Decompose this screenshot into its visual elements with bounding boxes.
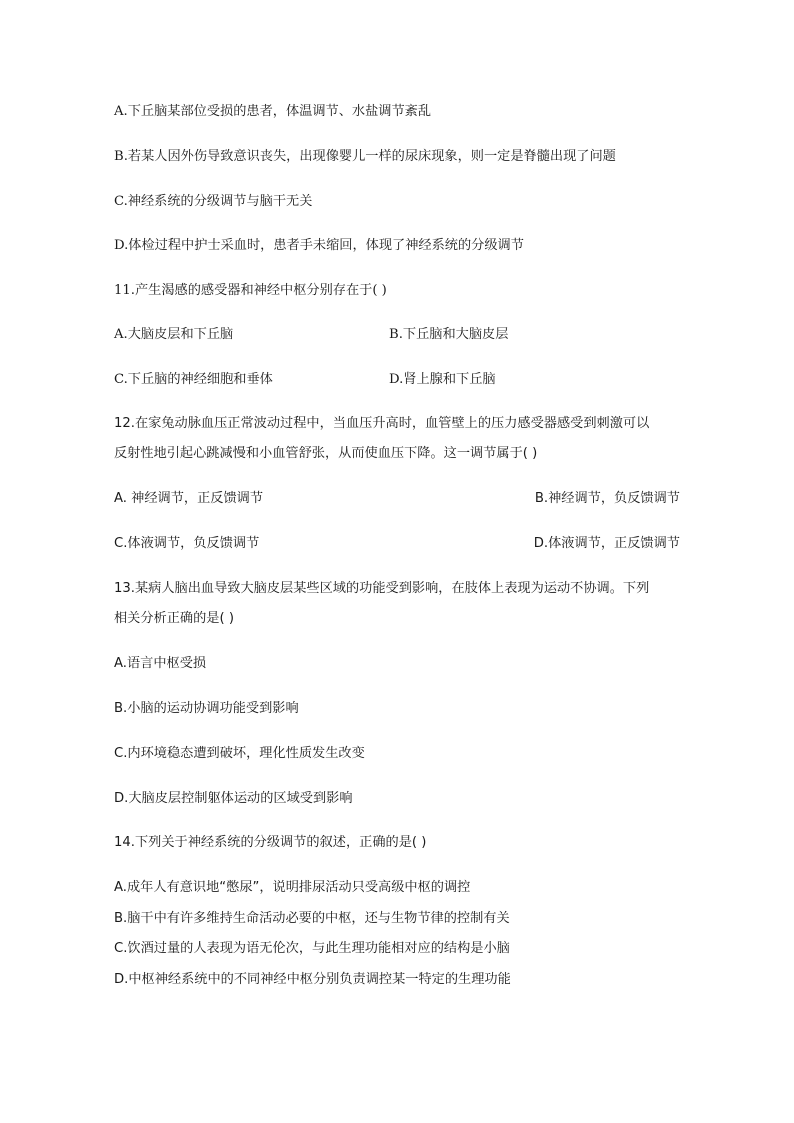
q14-option-c: C.饮酒过量的人表现为语无伦次，与此生理功能相对应的结构是小脑 bbox=[114, 941, 510, 956]
q12-option-c: C.体液调节，负反馈调节 bbox=[114, 536, 260, 551]
q12-option-d: D.体液调节，正反馈调节 bbox=[533, 536, 680, 551]
q11-option-b: B.下丘脑和大脑皮层 bbox=[389, 327, 509, 342]
q10-option-b: B.若某人因外伤导致意识丧失，出现像婴儿一样的尿床现象，则一定是脊髓出现了问题 bbox=[114, 149, 616, 164]
q11-option-a: A.大脑皮层和下丘脑 bbox=[114, 327, 234, 342]
q13-option-a: A.语言中枢受损 bbox=[114, 656, 207, 671]
q14-option-d: D.中枢神经系统中的不同神经中枢分别负责调控某一特定的生理功能 bbox=[114, 972, 511, 987]
q12-stem-line-2: 反射性地引起心跳减慢和小血管舒张，从而使血压下降。这一调节属于( ) bbox=[114, 446, 538, 461]
q13-option-d: D.大脑皮层控制躯体运动的区域受到影响 bbox=[114, 791, 353, 806]
q12-stem-line-1: 12.在家兔动脉血压正常波动过程中，当血压升高时，血管壁上的压力感受器感受到刺激可以 bbox=[114, 416, 650, 431]
q13-option-b: B.小脑的运动协调功能受到影响 bbox=[114, 701, 299, 716]
q12-option-a: A. 神经调节，正反馈调节 bbox=[114, 491, 264, 506]
q14-option-b: B.脑干中有许多维持生命活动必要的中枢，还与生物节律的控制有关 bbox=[114, 911, 510, 926]
q10-option-d: D.体检过程中护士采血时，患者手未缩回，体现了神经系统的分级调节 bbox=[114, 238, 524, 253]
q12-option-b: B.神经调节，负反馈调节 bbox=[534, 491, 680, 506]
q11-stem: 11.产生渴感的感受器和神经中枢分别存在于( ) bbox=[114, 283, 387, 298]
q14-option-a: A.成年人有意识地“憋尿”，说明排尿活动只受高级中枢的调控 bbox=[114, 880, 471, 895]
q10-option-c: C.神经系统的分级调节与脑干无关 bbox=[114, 194, 313, 209]
q10-option-a: A.下丘脑某部位受损的患者，体温调节、水盐调节紊乱 bbox=[114, 104, 432, 119]
q14-stem: 14.下列关于神经系统的分级调节的叙述，正确的是( ) bbox=[114, 835, 427, 850]
q11-option-d: D.肾上腺和下丘脑 bbox=[389, 372, 496, 387]
q13-stem-line-1: 13.某病人脑出血导致大脑皮层某些区域的功能受到影响，在肢体上表现为运动不协调。下列 bbox=[114, 581, 650, 596]
q13-option-c: C.内环境稳态遭到破坏，理化性质发生改变 bbox=[114, 746, 365, 761]
q13-stem-line-2: 相关分析正确的是( ) bbox=[114, 611, 234, 626]
q11-option-c: C.下丘脑的神经细胞和垂体 bbox=[114, 372, 273, 387]
